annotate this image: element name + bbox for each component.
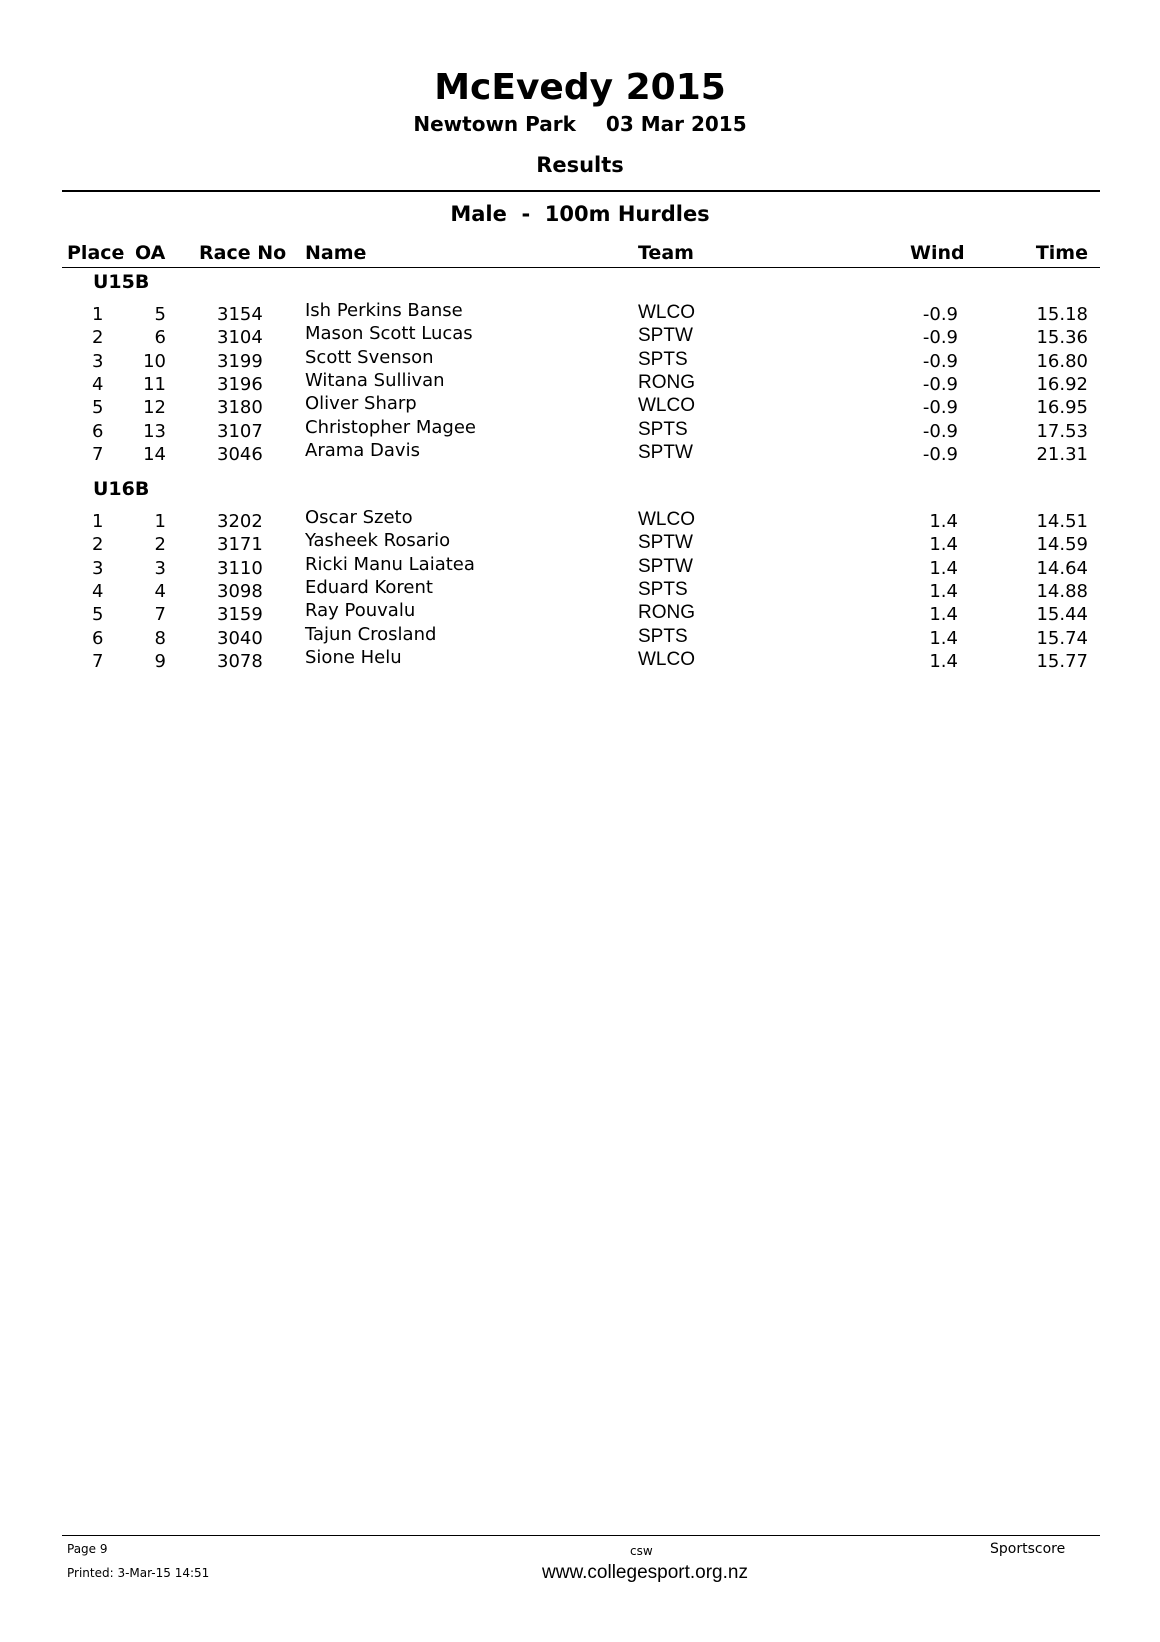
team-cell: WLCO: [638, 509, 695, 530]
oa-cell: 11: [143, 373, 166, 395]
athlete-name-cell: Oscar Szeto: [305, 507, 413, 528]
wind-cell: 1.4: [929, 627, 958, 649]
time-cell: 15.18: [1036, 304, 1088, 325]
place-cell: 1: [92, 511, 104, 532]
time-cell: 14.59: [1036, 534, 1088, 556]
column-header-wind: Wind: [910, 242, 965, 264]
team-cell: WLCO: [638, 395, 695, 417]
column-header-oa: OA: [135, 242, 166, 264]
athlete-name-cell: Tajun Crosland: [305, 623, 437, 645]
wind-cell: -0.9: [922, 397, 958, 419]
race-no-cell: 3040: [217, 627, 263, 649]
time-cell: 14.64: [1036, 557, 1088, 579]
table-row: [0, 417, 1160, 440]
race-no-cell: 3171: [217, 534, 263, 556]
venue-text: Newtown Park: [413, 112, 576, 136]
race-no-cell: 3154: [217, 304, 263, 325]
wind-cell: 1.4: [929, 604, 958, 626]
wind-cell: -0.9: [922, 373, 958, 395]
column-header-time: Time: [1035, 242, 1088, 264]
place-cell: 3: [92, 557, 104, 579]
footer-brand: Sportscore: [990, 1541, 1066, 1557]
time-cell: 16.92: [1036, 373, 1088, 395]
wind-cell: 1.4: [929, 650, 958, 672]
oa-cell: 9: [154, 650, 166, 672]
oa-cell: 5: [154, 304, 166, 325]
table-row: [0, 577, 1160, 600]
place-cell: 2: [92, 327, 104, 349]
header-divider: [62, 190, 1100, 192]
table-row: [0, 600, 1160, 626]
team-cell: SPTW: [638, 532, 693, 554]
athlete-name-cell: Yasheek Rosario: [305, 530, 451, 552]
time-cell: 15.36: [1036, 327, 1088, 349]
team-cell: SPTW: [638, 555, 693, 577]
table-row: [0, 554, 1160, 577]
time-cell: 16.95: [1036, 397, 1088, 419]
race-no-cell: 3180: [217, 397, 263, 419]
column-header-team: Team: [638, 242, 694, 264]
wind-cell: 1.4: [929, 557, 958, 579]
place-cell: 6: [92, 420, 104, 442]
page-title: McEvedy 2015: [434, 67, 726, 108]
place-cell: 6: [92, 627, 104, 649]
time-cell: 14.88: [1036, 580, 1088, 602]
athlete-name-cell: Eduard Korent: [305, 576, 433, 598]
table-row: [0, 300, 1160, 323]
oa-cell: 2: [154, 534, 166, 556]
age-group-label: U16B: [93, 478, 150, 500]
race-no-cell: 3202: [217, 511, 263, 532]
place-cell: 7: [92, 650, 104, 672]
oa-cell: 4: [154, 580, 166, 602]
oa-cell: 10: [143, 350, 166, 372]
athlete-name-cell: Mason Scott Lucas: [305, 323, 473, 345]
venue-date-line: [0, 112, 1160, 136]
table-row: [0, 507, 1160, 530]
oa-cell: 6: [154, 327, 166, 349]
race-no-cell: 3196: [217, 373, 263, 395]
time-cell: 16.80: [1036, 350, 1088, 372]
athlete-name-cell: Christopher Magee: [305, 416, 476, 438]
place-cell: 1: [92, 304, 104, 325]
footer-divider: [62, 1535, 1100, 1536]
wind-cell: -0.9: [922, 350, 958, 372]
team-cell: SPTS: [638, 578, 688, 600]
athlete-name-cell: Arama Davis: [305, 439, 420, 461]
athlete-name-cell: Ray Pouvalu: [305, 600, 416, 622]
oa-cell: 12: [143, 397, 166, 419]
team-cell: SPTS: [638, 625, 688, 647]
oa-cell: 13: [143, 420, 166, 442]
table-row: [0, 624, 1160, 647]
team-cell: WLCO: [638, 302, 695, 323]
time-cell: 15.74: [1036, 627, 1088, 649]
place-cell: 2: [92, 534, 104, 556]
oa-cell: 3: [154, 557, 166, 579]
table-row: [0, 440, 1160, 463]
event-separator: -: [521, 202, 531, 226]
place-cell: 4: [92, 580, 104, 602]
team-cell: WLCO: [638, 648, 695, 670]
wind-cell: 1.4: [929, 511, 958, 532]
place-cell: 5: [92, 397, 104, 419]
wind-cell: -0.9: [922, 443, 958, 465]
time-cell: 14.51: [1036, 511, 1088, 532]
footer-page-number: Page 9: [67, 1542, 108, 1556]
athlete-name-cell: Scott Svenson: [305, 346, 434, 368]
footer-center-code: csw: [630, 1544, 653, 1558]
oa-cell: 1: [154, 511, 166, 532]
athlete-name-cell: Witana Sullivan: [305, 369, 445, 391]
race-no-cell: 3104: [217, 327, 263, 349]
table-row: [0, 530, 1160, 556]
race-no-cell: 3110: [217, 557, 263, 579]
race-no-cell: 3107: [217, 420, 263, 442]
team-cell: SPTS: [638, 348, 688, 370]
results-heading: Results: [536, 153, 624, 177]
event-name: 100m Hurdles: [544, 202, 710, 226]
team-cell: SPTW: [638, 325, 693, 347]
column-header-place: Place: [67, 242, 125, 264]
footer-printed-timestamp: Printed: 3-Mar-15 14:51: [67, 1566, 210, 1580]
athlete-name-cell: Ish Perkins Banse: [305, 300, 463, 321]
time-cell: 21.31: [1036, 443, 1088, 465]
wind-cell: -0.9: [922, 304, 958, 325]
place-cell: 4: [92, 373, 104, 395]
wind-cell: -0.9: [922, 420, 958, 442]
footer-url: www.collegesport.org.nz: [542, 1562, 748, 1583]
table-row: [0, 323, 1160, 349]
column-header-divider: [62, 267, 1100, 268]
wind-cell: -0.9: [922, 327, 958, 349]
wind-cell: 1.4: [929, 534, 958, 556]
column-header-race-no: Race No: [199, 242, 287, 264]
date-text: 03 Mar 2015: [605, 112, 747, 136]
team-cell: SPTS: [638, 418, 688, 440]
time-cell: 15.44: [1036, 604, 1088, 626]
age-group-label: U15B: [93, 271, 150, 293]
athlete-name-cell: Ricki Manu Laiatea: [305, 553, 475, 575]
wind-cell: 1.4: [929, 580, 958, 602]
column-header-name: Name: [305, 242, 367, 264]
place-cell: 7: [92, 443, 104, 465]
event-title: [0, 201, 1160, 227]
event-gender: Male: [450, 202, 507, 226]
place-cell: 3: [92, 350, 104, 372]
oa-cell: 7: [154, 604, 166, 626]
oa-cell: 8: [154, 627, 166, 649]
race-no-cell: 3159: [217, 604, 263, 626]
team-cell: RONG: [638, 371, 695, 393]
table-row: [0, 370, 1160, 393]
race-no-cell: 3199: [217, 350, 263, 372]
race-no-cell: 3078: [217, 650, 263, 672]
team-cell: RONG: [638, 602, 695, 624]
time-cell: 17.53: [1036, 420, 1088, 442]
race-no-cell: 3098: [217, 580, 263, 602]
athlete-name-cell: Oliver Sharp: [305, 393, 417, 415]
oa-cell: 14: [143, 443, 166, 465]
place-cell: 5: [92, 604, 104, 626]
table-row: [0, 347, 1160, 370]
athlete-name-cell: Sione Helu: [305, 646, 402, 668]
team-cell: SPTW: [638, 441, 693, 463]
table-row: [0, 393, 1160, 419]
table-row: [0, 647, 1160, 670]
time-cell: 15.77: [1036, 650, 1088, 672]
race-no-cell: 3046: [217, 443, 263, 465]
